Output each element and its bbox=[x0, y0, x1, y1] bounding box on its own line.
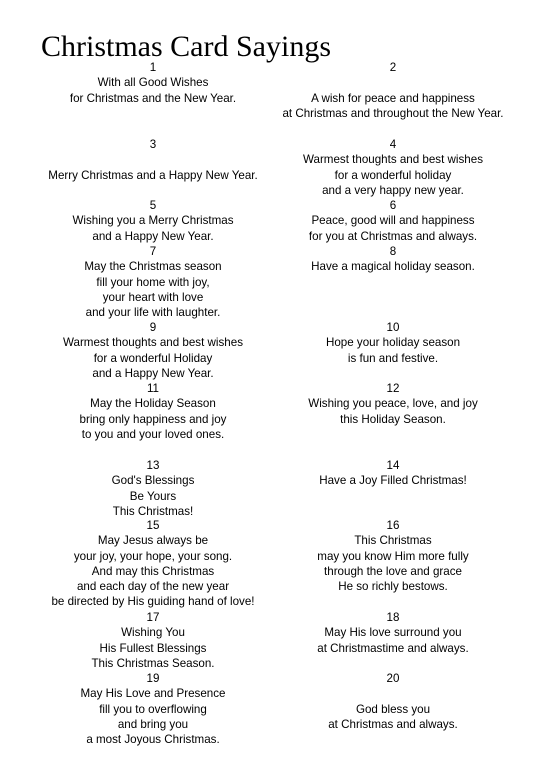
saying-line: and a Happy New Year. bbox=[92, 366, 214, 380]
saying-line: Warmest thoughts and best wishes bbox=[302, 153, 483, 167]
saying-line: Hope your holiday season bbox=[325, 336, 461, 350]
saying-number: 20 bbox=[386, 672, 400, 685]
saying-line: God's Blessings bbox=[111, 474, 195, 488]
saying-number: 14 bbox=[386, 459, 400, 472]
page-title: Christmas Card Sayings bbox=[41, 30, 331, 63]
saying-number: 12 bbox=[386, 382, 400, 395]
saying-number: 9 bbox=[149, 321, 157, 334]
saying-13 bbox=[28, 458, 278, 519]
saying-line: Wishing You bbox=[121, 626, 185, 640]
saying-line: at Christmastime and always. bbox=[317, 641, 469, 655]
saying-line: He so richly bestows. bbox=[338, 580, 448, 594]
saying-number: 16 bbox=[386, 519, 400, 532]
saying-20 bbox=[268, 671, 518, 732]
saying-line: for a wonderful Holiday bbox=[93, 351, 213, 365]
saying-line: Wishing you a Merry Christmas bbox=[72, 214, 234, 228]
saying-line: for you at Christmas and always. bbox=[308, 229, 478, 243]
saying-number: 15 bbox=[146, 519, 160, 532]
saying-10 bbox=[268, 320, 518, 366]
saying-11 bbox=[28, 381, 278, 442]
saying-line: fill you to overflowing bbox=[99, 702, 207, 716]
saying-line: His Fullest Blessings bbox=[99, 641, 207, 655]
saying-line: Peace, good will and happiness bbox=[311, 214, 475, 228]
saying-5 bbox=[28, 198, 278, 244]
saying-line: your joy, your hope, your song. bbox=[73, 549, 233, 563]
saying-line bbox=[28, 152, 278, 167]
saying-line: be directed by His guiding hand of love! bbox=[51, 595, 255, 609]
saying-6 bbox=[268, 198, 518, 244]
saying-number: 8 bbox=[389, 245, 397, 258]
saying-number: 2 bbox=[389, 61, 397, 74]
saying-line: May Jesus always be bbox=[97, 534, 209, 548]
saying-number: 6 bbox=[389, 199, 397, 212]
saying-number: 7 bbox=[149, 245, 157, 258]
saying-line: Wishing you peace, love, and joy bbox=[308, 397, 478, 411]
saying-line: fill your home with joy, bbox=[96, 275, 210, 289]
saying-3 bbox=[28, 137, 278, 183]
saying-line: and each day of the new year bbox=[76, 580, 230, 594]
saying-line bbox=[268, 686, 518, 701]
saying-number: 17 bbox=[146, 611, 160, 624]
saying-2 bbox=[268, 60, 518, 121]
saying-number: 3 bbox=[149, 138, 157, 151]
saying-line: May the Christmas season bbox=[84, 260, 222, 274]
saying-line: Have a magical holiday season. bbox=[311, 260, 475, 274]
saying-line: This Christmas Season. bbox=[91, 656, 215, 670]
saying-1 bbox=[28, 60, 278, 106]
saying-line: to you and your loved ones. bbox=[81, 427, 225, 441]
saying-number: 13 bbox=[146, 459, 160, 472]
saying-line: for a wonderful holiday bbox=[334, 168, 452, 182]
saying-line: this Holiday Season. bbox=[340, 412, 446, 426]
saying-4 bbox=[268, 137, 518, 198]
saying-14 bbox=[268, 458, 518, 489]
saying-number: 1 bbox=[149, 61, 157, 74]
saying-12 bbox=[268, 381, 518, 427]
saying-line: bring only happiness and joy bbox=[79, 412, 227, 426]
saying-line: A wish for peace and happiness bbox=[311, 91, 475, 105]
saying-line: May His Love and Presence bbox=[80, 687, 226, 701]
saying-line: May the Holiday Season bbox=[90, 397, 216, 411]
saying-line: at Christmas and always. bbox=[328, 717, 458, 731]
saying-line: at Christmas and throughout the New Year. bbox=[282, 106, 504, 120]
saying-16 bbox=[268, 518, 518, 594]
saying-19 bbox=[28, 671, 278, 747]
saying-7 bbox=[28, 244, 278, 320]
saying-line: is fun and festive. bbox=[347, 351, 439, 365]
saying-number: 5 bbox=[149, 199, 157, 212]
saying-8 bbox=[268, 244, 518, 275]
saying-line: With all Good Wishes bbox=[97, 76, 209, 90]
saying-line: God bless you bbox=[355, 702, 431, 716]
saying-9 bbox=[28, 320, 278, 381]
saying-line: your heart with love bbox=[102, 290, 204, 304]
saying-line: And may this Christmas bbox=[91, 564, 215, 578]
saying-line: This Christmas! bbox=[112, 504, 194, 518]
saying-line: Be Yours bbox=[129, 489, 177, 503]
saying-line: Warmest thoughts and best wishes bbox=[62, 336, 243, 350]
saying-15 bbox=[28, 518, 278, 610]
saying-line: through the love and grace bbox=[324, 564, 462, 578]
saying-line: may you know Him more fully bbox=[317, 549, 469, 563]
saying-line: for Christmas and the New Year. bbox=[69, 91, 237, 105]
saying-number: 4 bbox=[389, 138, 397, 151]
saying-17 bbox=[28, 610, 278, 671]
saying-line: Have a Joy Filled Christmas! bbox=[319, 474, 467, 488]
saying-line: and your life with laughter. bbox=[85, 306, 221, 320]
saying-line: and bring you bbox=[117, 717, 189, 731]
saying-line: and a very happy new year. bbox=[322, 183, 464, 197]
saying-line: and a Happy New Year. bbox=[92, 229, 214, 243]
saying-line bbox=[268, 75, 518, 90]
saying-line: a most Joyous Christmas. bbox=[86, 733, 220, 747]
saying-18 bbox=[268, 610, 518, 656]
saying-number: 18 bbox=[386, 611, 400, 624]
saying-number: 11 bbox=[146, 382, 160, 395]
saying-line: This Christmas bbox=[354, 534, 432, 548]
saying-number: 10 bbox=[386, 321, 400, 334]
saying-number: 19 bbox=[146, 672, 160, 685]
saying-line: Merry Christmas and a Happy New Year. bbox=[48, 168, 258, 182]
saying-line: May His love surround you bbox=[324, 626, 462, 640]
